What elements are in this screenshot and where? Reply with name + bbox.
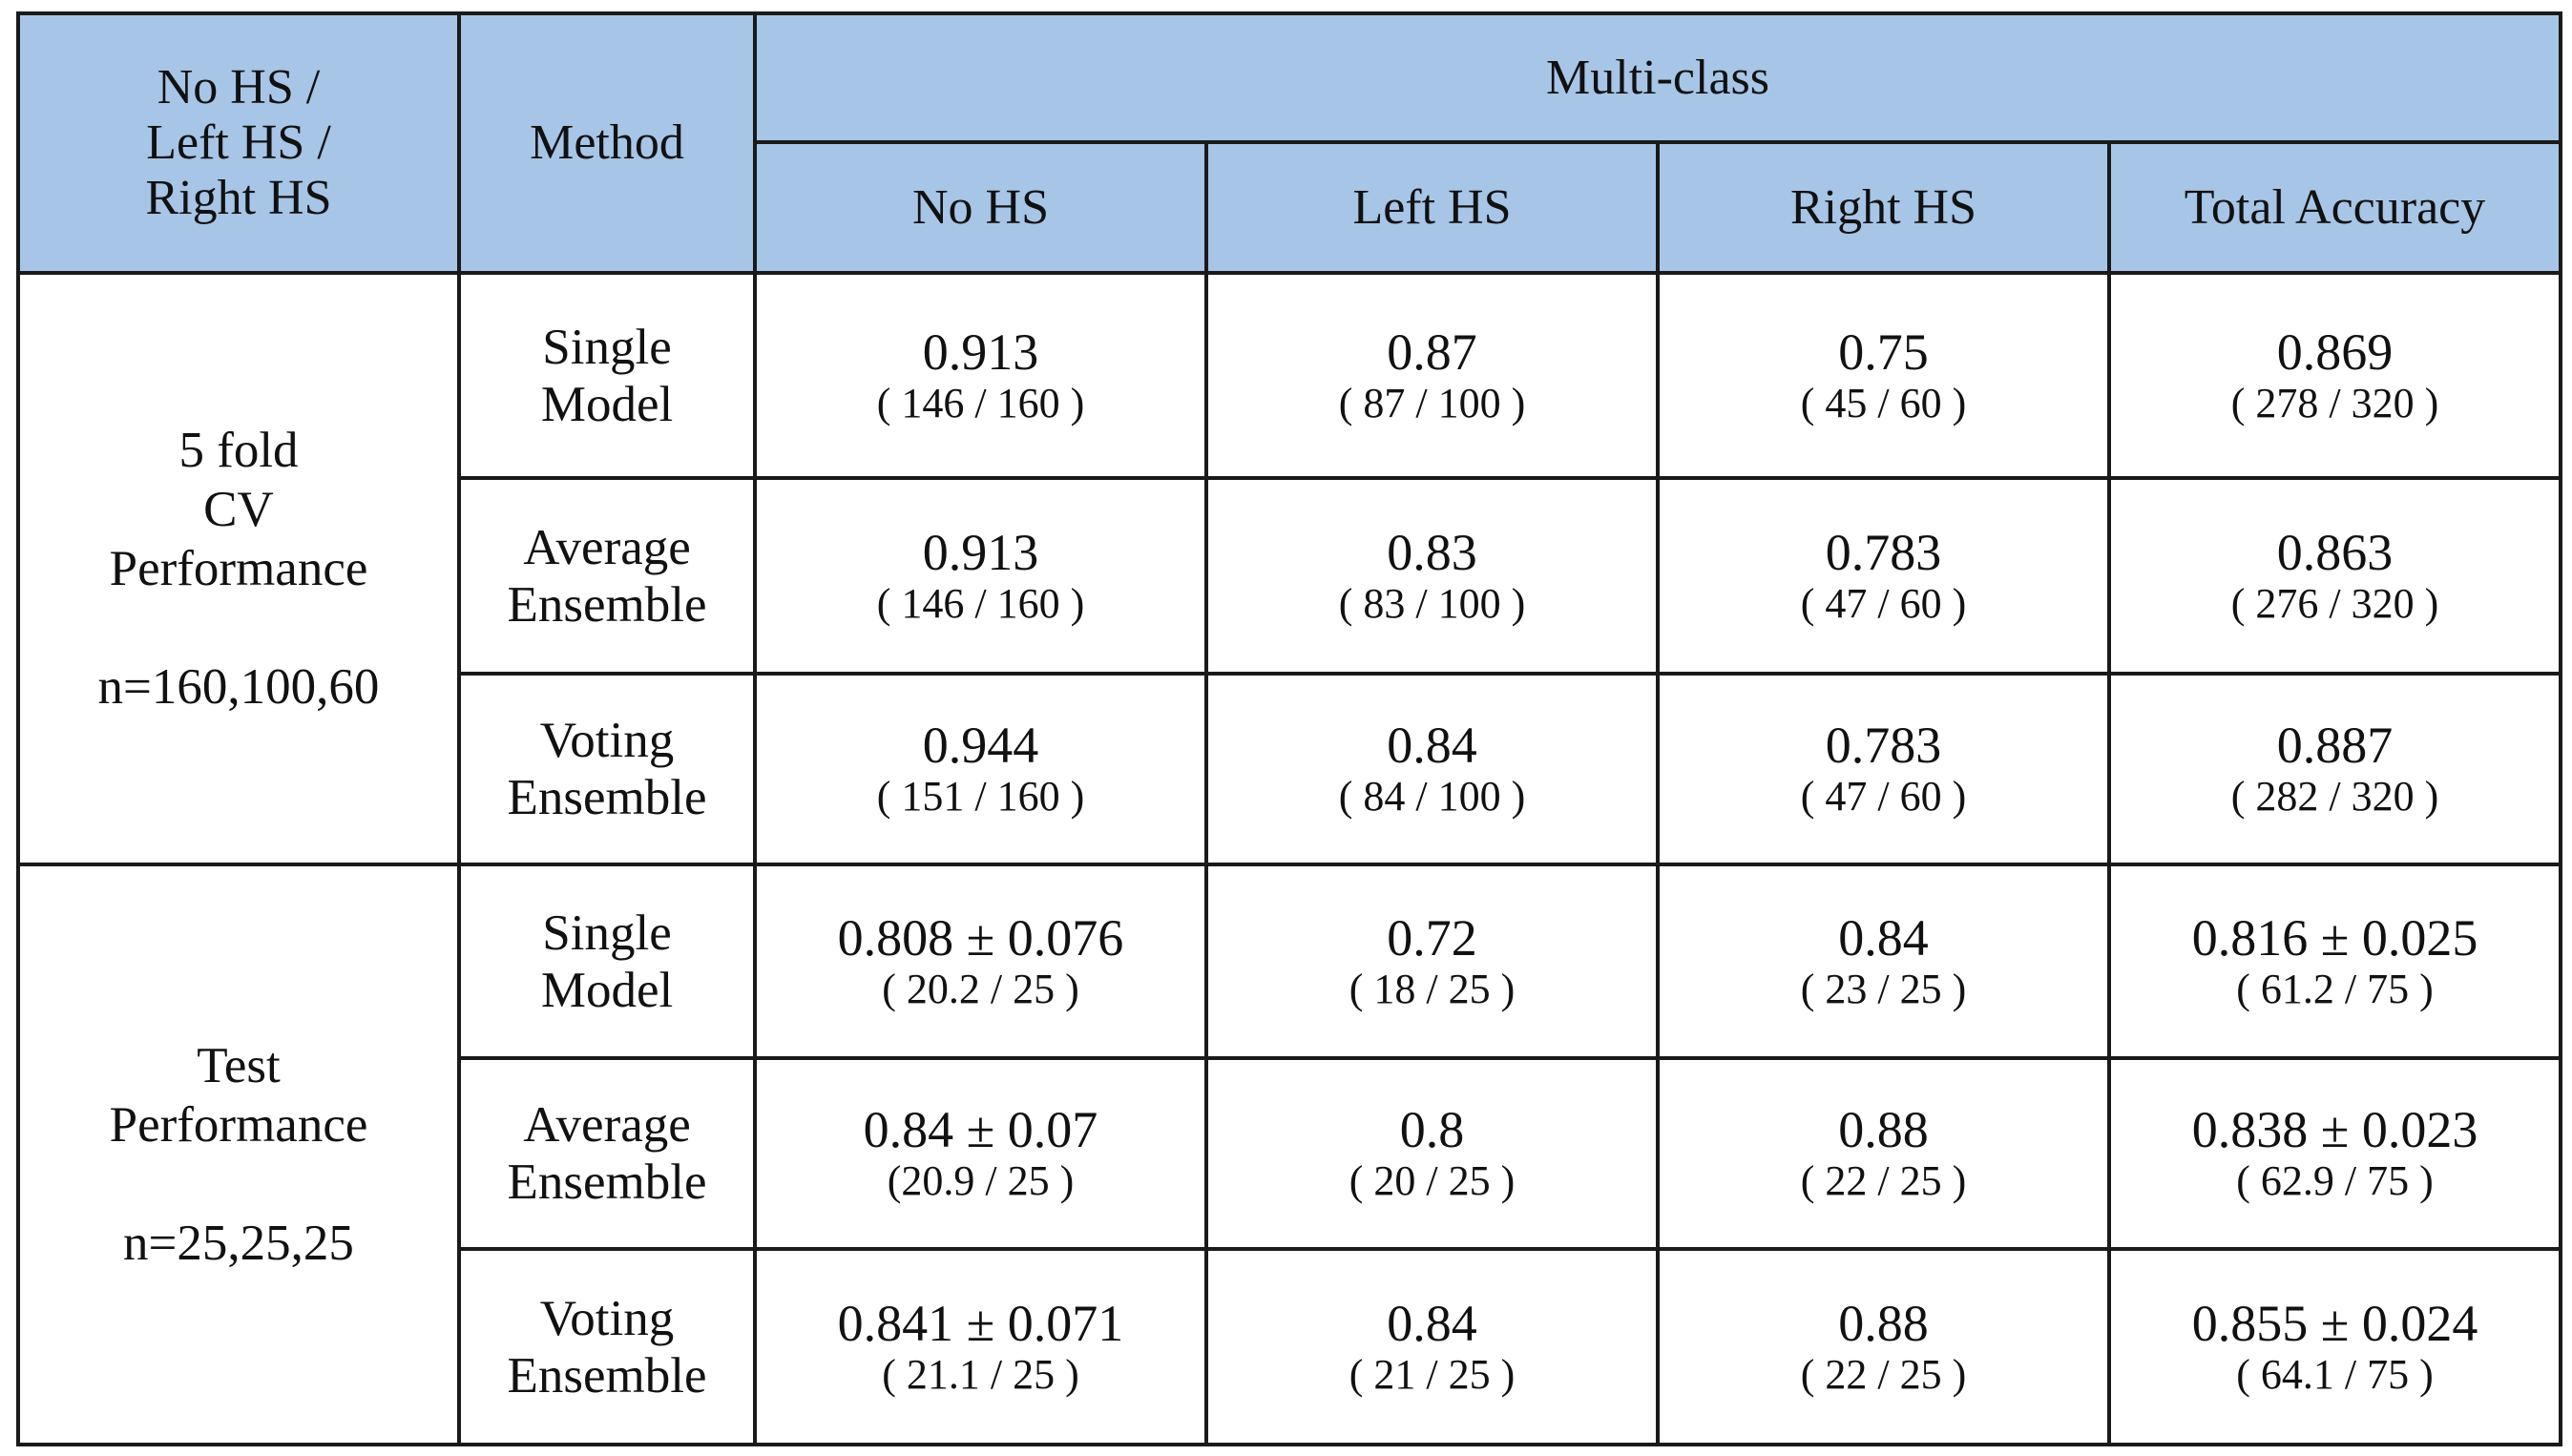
accuracy-value: 0.913 — [922, 322, 1039, 381]
group-label-cv — [18, 273, 459, 864]
value-cell — [1658, 674, 2109, 864]
accuracy-value: 0.88 — [1838, 1294, 1929, 1352]
accuracy-counts: ( 276 / 320 ) — [2230, 579, 2439, 627]
header-class-total-accuracy: Total Accuracy — [2109, 142, 2561, 273]
accuracy-value: 0.783 — [1825, 717, 1942, 774]
method-line: Voting — [539, 713, 675, 768]
accuracy-counts: ( 21.1 / 25 ) — [882, 1350, 1079, 1398]
header-class-right-hs: Right HS — [1658, 142, 2109, 273]
accuracy-value: 0.841 ± 0.071 — [837, 1294, 1124, 1352]
table-row — [18, 273, 2561, 478]
accuracy-counts: ( 146 / 160 ) — [876, 379, 1085, 426]
group-label-test — [18, 864, 459, 1445]
group-label-line: Performance — [109, 541, 368, 596]
accuracy-value: 0.87 — [1387, 322, 1477, 381]
accuracy-value: 0.838 ± 0.023 — [2191, 1101, 2478, 1158]
accuracy-counts: ( 282 / 320 ) — [2230, 773, 2439, 820]
accuracy-counts: ( 45 / 60 ) — [1800, 379, 1967, 426]
value-cell — [1206, 1249, 1658, 1445]
value-cell — [755, 478, 1206, 674]
accuracy-counts: ( 22 / 25 ) — [1800, 1157, 1967, 1204]
header-class-no-hs: No HS — [755, 142, 1206, 273]
accuracy-counts: ( 151 / 160 ) — [876, 773, 1085, 820]
value-cell — [2109, 478, 2561, 674]
value-cell — [755, 674, 1206, 864]
group-sample-size: n=25,25,25 — [123, 1216, 354, 1271]
accuracy-value: 0.84 — [1387, 1294, 1477, 1352]
value-cell — [2109, 674, 2561, 864]
header-group-column — [18, 13, 459, 273]
method-line: Voting — [539, 1290, 675, 1346]
accuracy-counts: ( 18 / 25 ) — [1349, 965, 1516, 1012]
accuracy-counts: (20.9 / 25 ) — [887, 1157, 1075, 1204]
method-cell — [459, 1249, 755, 1445]
accuracy-counts: ( 146 / 160 ) — [876, 579, 1085, 627]
accuracy-counts: ( 23 / 25 ) — [1800, 965, 1967, 1012]
value-cell — [755, 1249, 1206, 1445]
method-line: Single — [542, 905, 672, 961]
value-cell — [2109, 1058, 2561, 1249]
value-cell — [1658, 1058, 2109, 1249]
accuracy-value: 0.84 ± 0.07 — [863, 1101, 1098, 1158]
header-class-left-hs: Left HS — [1206, 142, 1658, 273]
accuracy-value: 0.72 — [1387, 908, 1477, 967]
accuracy-value: 0.75 — [1838, 322, 1929, 381]
value-cell — [1206, 674, 1658, 864]
value-cell — [1658, 478, 2109, 674]
accuracy-value: 0.869 — [2276, 322, 2394, 381]
value-cell — [1206, 864, 1658, 1058]
header-row-1 — [18, 13, 2561, 142]
method-line: Ensemble — [507, 1347, 707, 1404]
value-cell — [1658, 864, 2109, 1058]
accuracy-counts: ( 20 / 25 ) — [1349, 1157, 1516, 1204]
accuracy-counts: ( 61.2 / 75 ) — [2236, 965, 2434, 1012]
header-method-column: Method — [459, 13, 755, 273]
method-cell — [459, 864, 755, 1058]
value-cell — [1206, 273, 1658, 478]
value-cell — [2109, 1249, 2561, 1445]
value-cell — [755, 864, 1206, 1058]
accuracy-counts: ( 62.9 / 75 ) — [2236, 1157, 2434, 1204]
accuracy-value: 0.84 — [1838, 908, 1929, 967]
value-cell — [2109, 273, 2561, 478]
method-cell — [459, 478, 755, 674]
accuracy-counts: ( 83 / 100 ) — [1338, 579, 1526, 627]
value-cell — [1206, 1058, 1658, 1249]
accuracy-value: 0.944 — [922, 717, 1039, 774]
accuracy-counts: ( 84 / 100 ) — [1338, 773, 1526, 820]
accuracy-counts: ( 22 / 25 ) — [1800, 1350, 1967, 1398]
accuracy-counts: ( 21 / 25 ) — [1349, 1350, 1516, 1398]
method-line: Single — [542, 319, 672, 375]
method-line: Average — [523, 1097, 691, 1153]
group-label-line: CV — [203, 482, 274, 537]
accuracy-counts: ( 47 / 60 ) — [1800, 579, 1967, 627]
method-cell — [459, 1058, 755, 1249]
accuracy-value: 0.84 — [1387, 717, 1477, 774]
accuracy-value: 0.808 ± 0.076 — [837, 908, 1124, 967]
group-label-line: Test — [197, 1038, 281, 1093]
accuracy-counts: ( 278 / 320 ) — [2230, 379, 2439, 426]
accuracy-counts: ( 87 / 100 ) — [1338, 379, 1526, 426]
accuracy-value: 0.83 — [1387, 523, 1477, 581]
accuracy-value: 0.88 — [1838, 1101, 1929, 1158]
method-line: Average — [523, 519, 691, 575]
value-cell — [2109, 864, 2561, 1058]
table-row — [18, 864, 2561, 1058]
method-cell — [459, 674, 755, 864]
group-sample-size: n=160,100,60 — [97, 659, 380, 715]
accuracy-value: 0.8 — [1399, 1101, 1465, 1158]
header-group-line-2: Left HS / — [146, 115, 331, 170]
method-line: Ensemble — [507, 1154, 707, 1210]
accuracy-value: 0.887 — [2276, 717, 2394, 774]
value-cell — [1658, 1249, 2109, 1445]
method-cell — [459, 273, 755, 478]
accuracy-value: 0.913 — [922, 523, 1039, 581]
group-label-line: Performance — [109, 1097, 368, 1153]
results-table — [16, 11, 2562, 1446]
method-line: Model — [540, 962, 674, 1018]
header-group-line-1: No HS / — [157, 60, 321, 114]
accuracy-value: 0.855 ± 0.024 — [2191, 1294, 2478, 1352]
header-group-line-3: Right HS — [145, 171, 332, 225]
method-line: Ensemble — [507, 576, 707, 633]
value-cell — [1206, 478, 1658, 674]
accuracy-value: 0.783 — [1825, 523, 1942, 581]
value-cell — [1658, 273, 2109, 478]
value-cell — [755, 273, 1206, 478]
accuracy-counts: ( 20.2 / 25 ) — [882, 965, 1079, 1012]
accuracy-counts: ( 64.1 / 75 ) — [2236, 1350, 2434, 1398]
method-line: Ensemble — [507, 770, 707, 825]
accuracy-value: 0.863 — [2276, 523, 2394, 581]
header-multiclass: Multi-class — [755, 13, 2561, 142]
value-cell — [755, 1058, 1206, 1249]
group-label-line: 5 fold — [178, 423, 299, 478]
accuracy-counts: ( 47 / 60 ) — [1800, 773, 1967, 820]
method-line: Model — [540, 376, 674, 432]
accuracy-value: 0.816 ± 0.025 — [2191, 908, 2478, 967]
